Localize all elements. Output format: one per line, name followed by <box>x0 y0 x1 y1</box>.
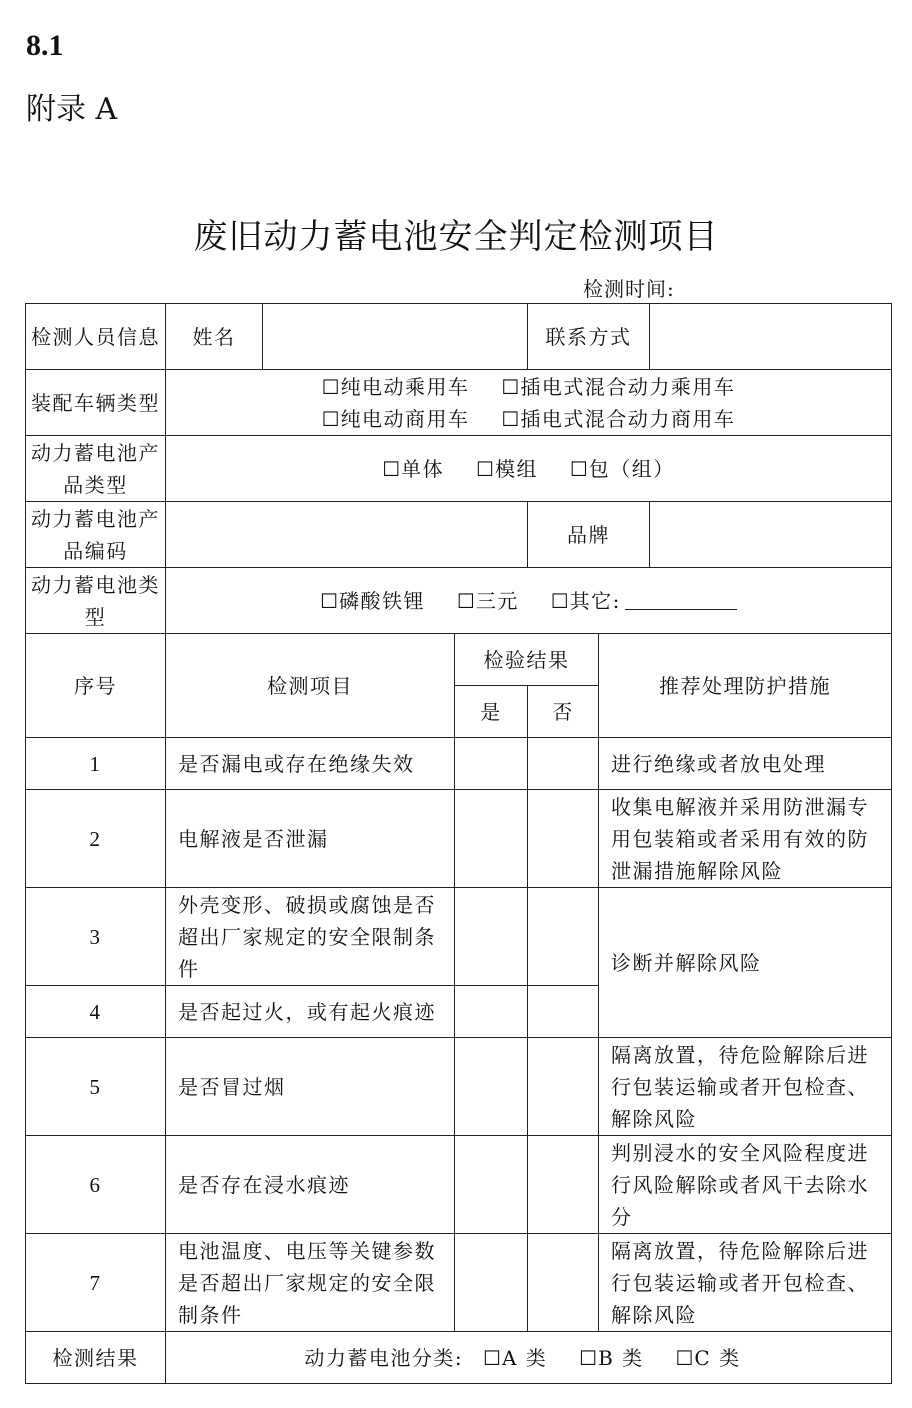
yes-cell[interactable] <box>455 1136 528 1234</box>
row-measure: 进行绝缘或者放电处理 <box>599 738 892 790</box>
no-cell[interactable] <box>528 888 599 986</box>
name-label: 姓名 <box>166 304 263 370</box>
test-time-label: 检测时间: <box>583 277 675 301</box>
yes-cell[interactable] <box>455 738 528 790</box>
battery-options-cell <box>166 568 892 634</box>
checkbox-icon: ☐ <box>501 374 520 399</box>
battery-type-row <box>26 568 892 634</box>
vehicle-option-phev-commercial[interactable]: ☐插电式混合动力商用车 <box>501 406 736 431</box>
contact-label: 联系方式 <box>528 304 650 370</box>
brand-field[interactable] <box>650 502 892 568</box>
yes-cell[interactable] <box>455 986 528 1038</box>
other-blank-field[interactable] <box>625 589 737 610</box>
row-item: 外壳变形、破损或腐蚀是否超出厂家规定的安全限制条件 <box>166 888 455 986</box>
row-number: 4 <box>26 986 166 1038</box>
col-measure-header: 推荐处理防护措施 <box>599 634 892 738</box>
page-title: 废旧动力蓄电池安全判定检测项目 <box>193 217 719 257</box>
row-number: 6 <box>26 1136 166 1234</box>
row-item: 是否漏电或存在绝缘失效 <box>166 738 455 790</box>
table-row <box>26 1038 892 1136</box>
checkbox-icon: ☐ <box>456 588 475 613</box>
name-field[interactable] <box>263 304 528 370</box>
vehicle-option-phev-passenger[interactable]: ☐插电式混合动力乘用车 <box>501 374 736 399</box>
row-number: 2 <box>26 790 166 888</box>
table-row <box>26 790 892 888</box>
row-number: 5 <box>26 1038 166 1136</box>
row-measure: 诊断并解除风险 <box>599 888 892 1038</box>
no-cell[interactable] <box>528 790 599 888</box>
battery-option-ternary[interactable]: ☐三元 <box>456 588 519 613</box>
row-number: 3 <box>26 888 166 986</box>
inspector-label: 检测人员信息 <box>26 304 166 370</box>
no-cell[interactable] <box>528 1234 599 1332</box>
column-header-row <box>26 634 892 686</box>
vehicle-type-label: 装配车辆类型 <box>26 370 166 436</box>
checkbox-icon: ☐ <box>483 1345 501 1370</box>
product-code-field[interactable] <box>166 502 528 568</box>
table-row <box>26 738 892 790</box>
class-option-a[interactable]: ☐A 类 <box>483 1345 548 1370</box>
result-row <box>26 1332 892 1384</box>
no-cell[interactable] <box>528 1136 599 1234</box>
table-row <box>26 1136 892 1234</box>
yes-cell[interactable] <box>455 1234 528 1332</box>
table-row <box>26 1234 892 1332</box>
classification-cell <box>166 1332 892 1384</box>
battery-option-lfp[interactable]: ☐磷酸铁锂 <box>320 588 426 613</box>
product-option-module[interactable]: ☐模组 <box>476 456 538 481</box>
yes-cell[interactable] <box>455 1038 528 1136</box>
product-code-row <box>26 502 892 568</box>
row-item: 是否存在浸水痕迹 <box>166 1136 455 1234</box>
row-item: 是否起过火，或有起火痕迹 <box>166 986 455 1038</box>
col-result-header: 检验结果 <box>455 634 599 686</box>
contact-field[interactable] <box>650 304 892 370</box>
row-measure: 隔离放置，待危险解除后进行包装运输或者开包检查、解除风险 <box>599 1234 892 1332</box>
vehicle-type-row <box>26 370 892 436</box>
checkbox-icon: ☐ <box>569 456 588 481</box>
yes-cell[interactable] <box>455 888 528 986</box>
checkbox-icon: ☐ <box>321 374 340 399</box>
battery-type-label: 动力蓄电池类型 <box>26 568 166 634</box>
row-measure: 隔离放置，待危险解除后进行包装运输或者开包检查、解除风险 <box>599 1038 892 1136</box>
class-option-c[interactable]: ☐C 类 <box>675 1345 741 1370</box>
vehicle-options-cell <box>166 370 892 436</box>
row-item: 电池温度、电压等关键参数是否超出厂家规定的安全限制条件 <box>166 1234 455 1332</box>
row-measure: 收集电解液并采用防泄漏专用包装箱或者采用有效的防泄漏措施解除风险 <box>599 790 892 888</box>
row-item: 电解液是否泄漏 <box>166 790 455 888</box>
checkbox-icon: ☐ <box>476 456 494 481</box>
result-label: 检测结果 <box>26 1332 166 1384</box>
class-option-b[interactable]: ☐B 类 <box>579 1345 644 1370</box>
product-options-cell <box>166 436 892 502</box>
checkbox-icon: ☐ <box>382 456 401 481</box>
col-item-header: 检测项目 <box>166 634 455 738</box>
col-no-header: 否 <box>528 686 599 738</box>
table-row <box>26 888 892 986</box>
row-measure: 判别浸水的安全风险程度进行风险解除或者风干去除水分 <box>599 1136 892 1234</box>
inspector-row <box>26 304 892 370</box>
checkbox-icon: ☐ <box>320 588 339 613</box>
section-number: 8.1 <box>26 29 64 62</box>
checkbox-icon: ☐ <box>550 588 569 613</box>
product-code-label: 动力蓄电池产品编码 <box>26 502 166 568</box>
product-type-label: 动力蓄电池产品类型 <box>26 436 166 502</box>
appendix-label: 附录 A <box>26 92 118 127</box>
classification-label: 动力蓄电池分类: <box>304 1345 464 1370</box>
inspection-form-table <box>25 303 892 1384</box>
row-number: 7 <box>26 1234 166 1332</box>
col-seq-header: 序号 <box>26 634 166 738</box>
no-cell[interactable] <box>528 1038 599 1136</box>
product-type-row <box>26 436 892 502</box>
row-number: 1 <box>26 738 166 790</box>
product-option-pack[interactable]: ☐包（组） <box>569 456 675 481</box>
no-cell[interactable] <box>528 986 599 1038</box>
brand-label: 品牌 <box>528 502 650 568</box>
checkbox-icon: ☐ <box>579 1345 598 1370</box>
vehicle-option-ev-passenger[interactable]: ☐纯电动乘用车 <box>321 374 470 399</box>
checkbox-icon: ☐ <box>501 406 520 431</box>
checkbox-icon: ☐ <box>675 1345 694 1370</box>
yes-cell[interactable] <box>455 790 528 888</box>
product-option-cell[interactable]: ☐单体 <box>382 456 445 481</box>
row-item: 是否冒过烟 <box>166 1038 455 1136</box>
battery-option-other[interactable]: ☐其它: <box>551 585 737 617</box>
vehicle-option-ev-commercial[interactable]: ☐纯电动商用车 <box>321 406 470 431</box>
checkbox-icon: ☐ <box>321 406 340 431</box>
col-yes-header: 是 <box>455 686 528 738</box>
no-cell[interactable] <box>528 738 599 790</box>
